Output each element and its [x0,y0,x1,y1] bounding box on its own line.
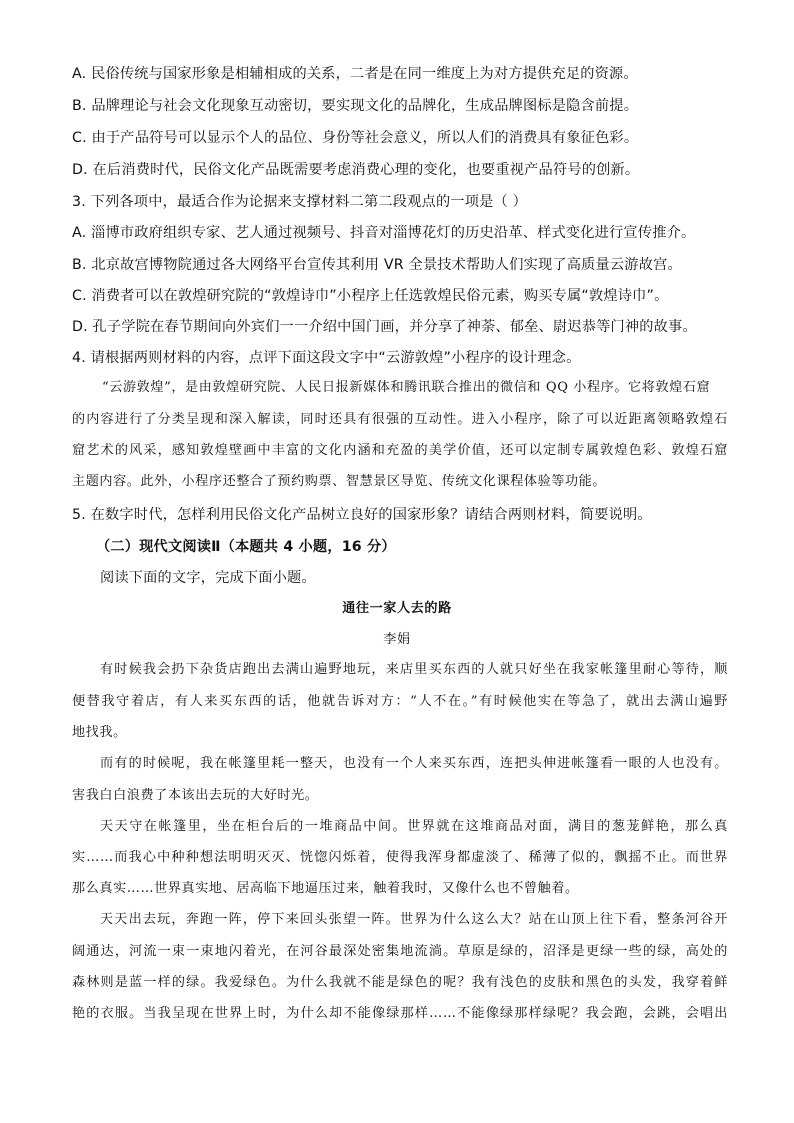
q4-passage-line: 窟艺术的风采，感知敦煌壁画中丰富的文化内涵和充盈的美学价值，还可以定制专属敦煌色彩、敦煌石窟 [72,443,728,458]
article-line: 实……而我心中种种想法明明灭灭、恍惚闪烁着，使得我浑身都虚淡了、稀薄了似的，飘摇不止。而世界 [72,850,728,865]
q3-stem: 3. 下列各项中，最适合作为论据来支撑材料二第二段观点的一项是（ ） [72,194,527,210]
q3-option-a: A. 淄博市政府组织专家、艺人通过视频号、抖音对淄博花灯的历史沿革、样式变化进行宣传推介。 [72,225,696,241]
q4-passage-line: “云游敦煌”，是由敦煌研究院、人民日报新媒体和腾讯联合推出的微信和 QQ 小程序。它将敦煌石窟 [102,380,711,395]
section-title: （二）现代文阅读Ⅱ（本题共 4 小题，16 分） [96,539,396,555]
article-line: 便替我守着店，有人来买东西的话，他就告诉对方：“人不在。”有时候他实在等急了，就出去满山遍野 [72,694,728,709]
article-line: 有时候我会扔下杂货店跑出去满山遍野地玩，来店里买东西的人就只好坐在我家帐篷里耐心等待，顺 [100,662,728,677]
q3-option-c: C. 消费者可以在敦煌研究院的“敦煌诗巾”小程序上任选敦煌民俗元素，购买专属“敦煌诗巾”。 [72,288,669,304]
article-line: 森林则是蓝一样的绿。我爱绿色。为什么我就不能是绿色的呢？我有浅色的皮肤和黑色的头发，我穿着鲜 [72,975,728,990]
article-line: 天天守在帐篷里，坐在柜台后的一堆商品中间。世界就在这堆商品对面，满目的葱茏鲜艳，那么真 [100,819,728,834]
q2-option-b: B. 品牌理论与社会文化现象互动密切，要实现文化的品牌化，生成品牌图标是隐含前提。 [72,98,639,114]
article-title: 通往一家人去的路 [342,601,452,616]
q2-option-d: D. 在后消费时代，民俗文化产品既需要考虑消费心理的变化，也要重视产品符号的创新。 [72,162,640,178]
article-line: 艳的衣服。当我呈现在世界上时，为什么却不能像绿那样……不能像绿那样绿呢？我会跑，会跳，会唱出 [72,1006,728,1021]
article-line: 那么真实……世界真实地、居高临下地逼压过来，触着我时，又像什么也不曾触着。 [72,881,579,896]
article-line: 害我白白浪费了本该出去玩的大好时光。 [72,788,319,803]
instruction-text: 阅读下面的文字，完成下面小题。 [100,570,316,586]
article-line: 阔通达，河流一束一束地闪着光，在河谷最深处密集地流淌。草原是绿的，沼泽是更绿一些的绿，高处的 [72,944,728,959]
q2-option-a: A. 民俗传统与国家形象是相辅相成的关系，二者是在同一维度上为对方提供充足的资源。 [72,66,638,82]
article-line: 而有的时候呢，我在帐篷里耗一整天，也没有一个人来买东西，连把头伸进帐篷看一眼的人也没有。 [100,756,728,771]
q4-passage-line: 主题内容。此外，小程序还整合了预约购票、智慧景区导览、传统文化课程体验等功能。 [72,474,607,489]
q4-passage-line: 的内容进行了分类呈现和深入解读，同时还具有很强的互动性。进入小程序，除了可以近距离领略敦煌石 [72,412,728,427]
q3-option-b: B. 北京故宫博物院通过各大网络平台宣传其利用 VR 全景技术帮助人们实现了高质量云游故宫。 [72,257,682,273]
q4-stem: 4. 请根据两则材料的内容，点评下面这段文字中“云游敦煌”小程序的设计理念。 [72,350,581,366]
q2-option-c: C. 由于产品符号可以显示个人的品位、身份等社会意义，所以人们的消费具有象征色彩。 [72,130,639,146]
q5-stem: 5. 在数字时代，怎样利用民俗文化产品树立良好的国家形象？请结合两则材料，简要说明。 [72,507,652,523]
article-author: 李娟 [383,632,411,647]
article-line: 天天出去玩，奔跑一阵，停下来回头张望一阵。世界为什么这么大？站在山顶上往下看，整条河谷开 [100,912,728,927]
q3-option-d: D. 孔子学院在春节期间向外宾们一一介绍中国门画，并分享了神荼、郁垒、尉迟恭等门神的故事。 [72,319,697,335]
article-line: 地找我。 [72,725,127,740]
